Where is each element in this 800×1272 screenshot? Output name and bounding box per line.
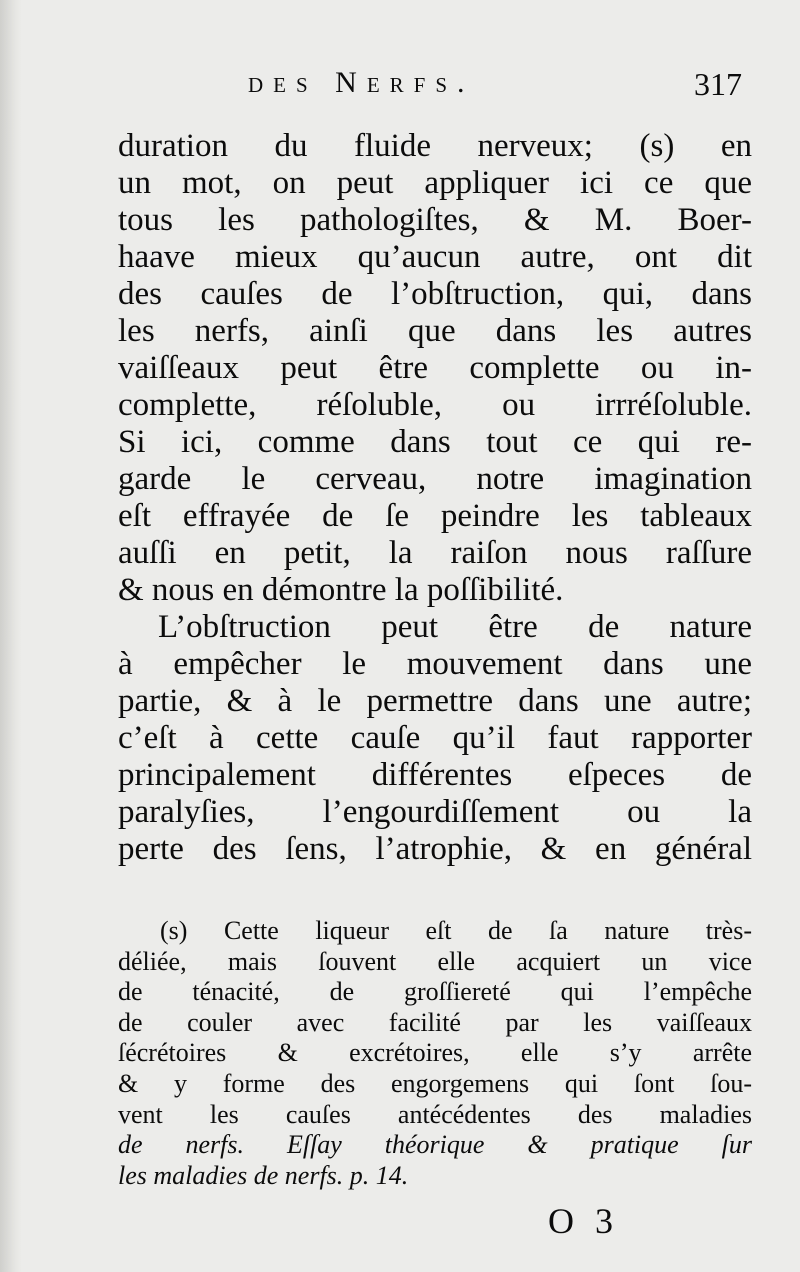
footnote-line: de ténacité, de groſſiereté qui l’empêche (118, 977, 752, 1007)
text-line: auſſi en petit, la raiſon nous raſſure (118, 535, 752, 571)
text-line: paralyſies, l’engourdiſſement ou la (118, 794, 752, 830)
footnote-line: de nerfs. Eſſay théorique & pratique ſur (118, 1130, 752, 1160)
footnote-line: (s) Cette liqueur eſt de ſa nature très- (160, 916, 752, 945)
text-line: c’eſt à cette cauſe qu’il faut rapporter (118, 720, 752, 756)
signature-mark: O 3 (548, 1201, 619, 1241)
footnote-line: de couler avec facilité par les vaiſſeaux (118, 1007, 752, 1037)
text-line: haave mieux qu’aucun autre, ont dit (118, 239, 752, 275)
text-line: un mot, on peut appliquer ici ce que (118, 165, 752, 201)
text-line: à empêcher le mouvement dans une (118, 646, 752, 682)
text-line: des cauſes de l’obſtruction, qui, dans (118, 276, 752, 312)
page-edge-shadow (0, 0, 22, 1272)
text-line: vaiſſeaux peut être complette ou in- (118, 350, 752, 386)
text-line: Si ici, comme dans tout ce qui re- (118, 424, 752, 460)
text-line: les nerfs, ainſi que dans les autres (118, 313, 752, 349)
text-line: partie, & à le permettre dans une autre; (118, 683, 752, 719)
text-line: garde le cerveau, notre imagination (118, 461, 752, 497)
footnote-line: les maladies de nerfs. p. 14. (118, 1160, 409, 1190)
text-line: & nous en démontre la poſſibilité. (118, 572, 564, 608)
footnote-block (118, 916, 752, 1191)
footnote-line: déliée, mais ſouvent elle acquiert un vice (118, 946, 752, 976)
footnote-line: & y forme des engorgemens qui ſont ſou- (118, 1068, 752, 1098)
text-line: complette, réſoluble, ou irrréſoluble. (118, 387, 752, 423)
page-number: 317 (694, 66, 742, 102)
running-title: des Nerfs. (248, 66, 475, 99)
page-header (248, 66, 748, 110)
footnote-line: ſécrétoires & excrétoires, elle s’y arrête (118, 1038, 752, 1068)
text-line: L’obſtruction peut être de nature (158, 609, 752, 645)
text-line: principalement différentes eſpeces de (118, 757, 752, 793)
main-text-block (118, 128, 752, 868)
text-line: tous les pathologiſtes, & M. Boer- (118, 202, 752, 238)
footnote-line: vent les cauſes antécédentes des maladies (118, 1099, 752, 1129)
text-line: duration du fluide nerveux; (s) en (118, 128, 752, 164)
text-line: perte des ſens, l’atrophie, & en général (118, 831, 752, 867)
text-line: eſt effrayée de ſe peindre les tableaux (118, 498, 752, 534)
